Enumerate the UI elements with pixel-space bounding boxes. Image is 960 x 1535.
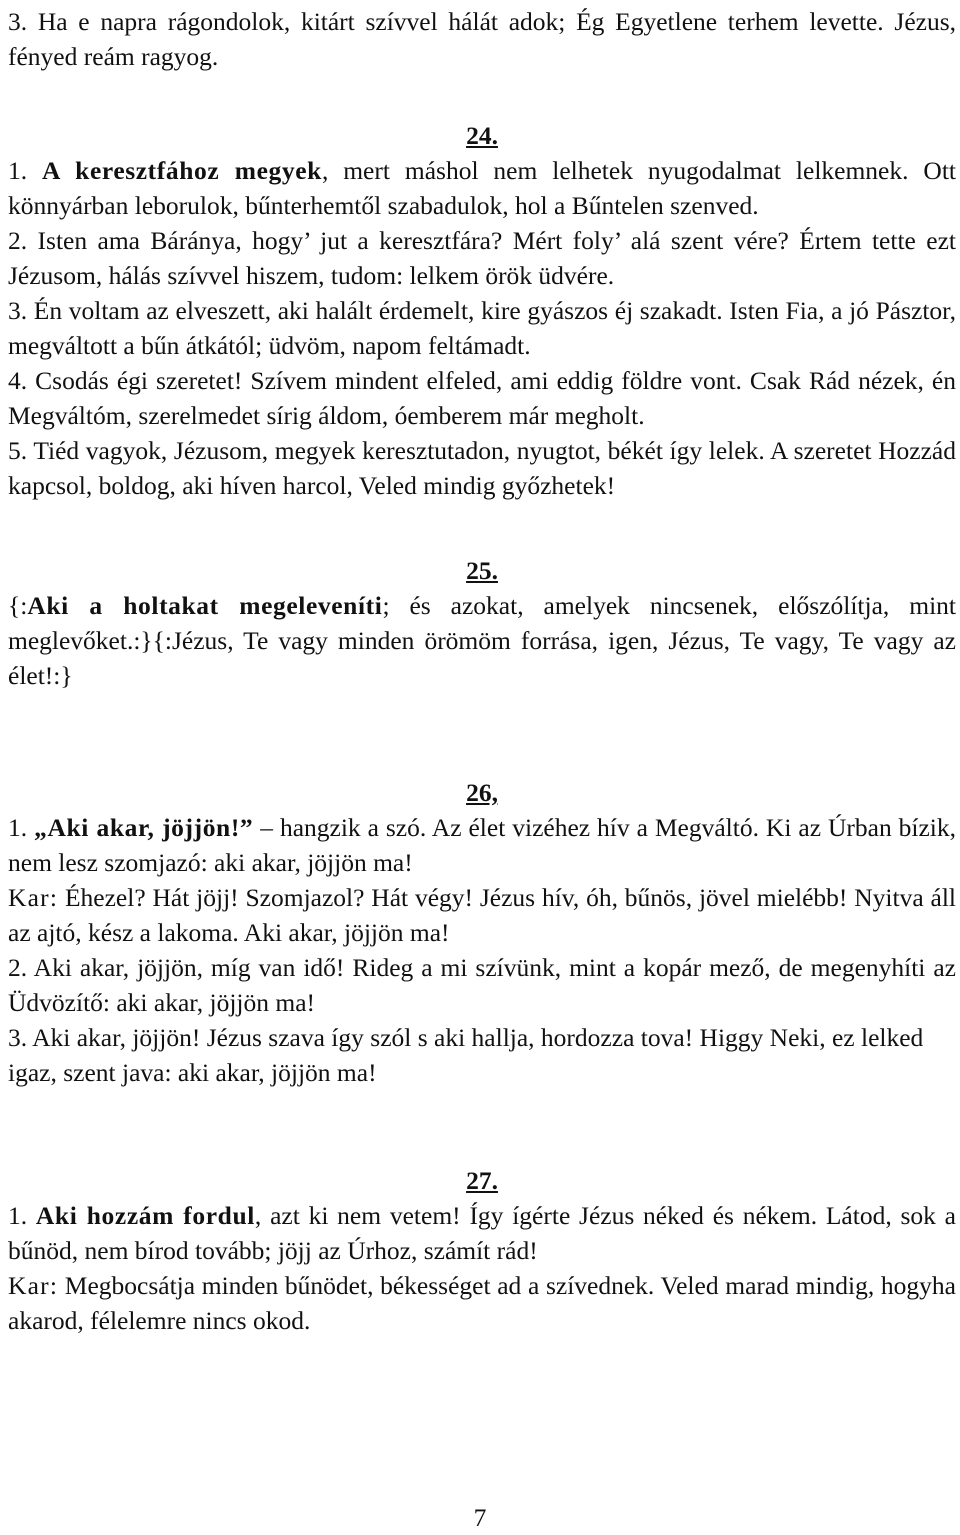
- hymn-24-verse-4: 4. Csodás égi szeretet! Szívem mindent elfeled, ami eddig földre vont. Csak Rád nézek, én Megváltóm, szerelmedet sírig áldom, óemberem már megholt.: [8, 366, 956, 430]
- hymn-number-24: 24.: [466, 121, 498, 150]
- hymn-27-title: Aki hozzám fordul: [35, 1201, 255, 1230]
- hymn-number-27: 27.: [466, 1166, 498, 1195]
- page-content: [8, 4, 956, 1338]
- hymn-24-verse-1: [8, 153, 956, 223]
- verse-intro: 3. Ha e napra rágondolok, kitárt szívvel hálát adok; Ég Egyetlene terhem levette. Jézus, fényed reám ragyog.: [8, 7, 956, 71]
- hymn-24-verse-3: 3. Én voltam az elveszett, aki halált érdemelt, kire gyászos éj szakadt. Isten Fia, a jó Pásztor, megváltott a bűn átkától; üdvöm, napom feltámadt.: [8, 296, 956, 360]
- chorus-label: Kar:: [8, 1271, 59, 1300]
- hymn-26-verse-3: 3. Aki akar, jöjjön! Jézus szava így szól s aki hallja, hordozza tova! Higgy Neki, ez lelked igaz, szent java: aki akar, jöjjön ma!: [8, 1023, 924, 1087]
- verse-text: – hangzik a szó. Az élet vizéhez hív a Megváltó. Ki az Úrban bízik, nem lesz szomjazó: aki akar, jöjjön ma!: [8, 813, 957, 877]
- verse-text: ; és azokat, amelyek nincsenek, előszólítja, mint meglevőket.:}{:Jézus, Te vagy minden örömöm forrása, igen, Jézus, Te vagy, Te vagy az élet!:}: [8, 591, 956, 690]
- verse-text: , mert máshol nem lelhetek nyugodalmat lelkemnek. Ott könnyárban leborulok, bűnterhemtől szabadulok, hol a Bűntelen szenved.: [8, 156, 956, 220]
- hymn-27-verse-1: [8, 1198, 956, 1268]
- hymn-26-chorus: [8, 880, 956, 950]
- hymn-26-title: „Aki akar, jöjjön!”: [34, 813, 254, 842]
- page-number: 7: [473, 1503, 487, 1532]
- verse-number: 1.: [8, 1201, 36, 1230]
- chorus-text: Megbocsátja minden bűnödet, békességet ad a szívednek. Veled marad mindig, hogyha akarod, félelemre nincs okod.: [8, 1271, 956, 1335]
- hymn-27-chorus: [8, 1268, 956, 1338]
- hymn-26-verse-2: 2. Aki akar, jöjjön, míg van idő! Rideg a mi szívünk, mint a kopár mező, de megenyhíti az Üdvözítő: aki akar, jöjjön ma!: [8, 953, 956, 1017]
- chorus-text: Éhezel? Hát jöjj! Szomjazol? Hát végy! Jézus hív, óh, bűnös, jövel mielébb! Nyitva áll az ajtó, kész a lakoma. Aki akar, jöjjön ma!: [8, 883, 956, 947]
- hymn-number-26: 26,: [466, 778, 498, 807]
- chorus-label: Kar:: [8, 883, 59, 912]
- verse-number: 1.: [8, 813, 35, 842]
- verse-text: , azt ki nem vetem! Így ígérte Jézus néked és nékem. Látod, sok a bűnöd, nem bírod tovább; jöjj az Úrhoz, számít rád!: [8, 1201, 957, 1265]
- hymn-25-title: Aki a holtakat megeleveníti: [27, 591, 383, 620]
- hymn-25-text: [8, 588, 956, 693]
- hymn-24-verse-5: 5. Tiéd vagyok, Jézusom, megyek keresztutadon, nyugtot, békét így lelek. A szeretet Hozzád kapcsol, boldog, aki híven harcol, Veled mindig győzhetek!: [8, 436, 956, 500]
- hymn-26-verse-1: [8, 810, 956, 880]
- hymn-24-verse-2: 2. Isten ama Báránya, hogy’ jut a keresztfára? Mért foly’ alá szent vére? Értem tette ezt Jézusom, hálás szívvel hiszem, tudom: lelkem örök üdvére.: [8, 226, 956, 290]
- verse-number: 1.: [8, 156, 43, 185]
- hymn-24-title: A keresztfához megyek: [42, 156, 322, 185]
- repeat-open: {:: [8, 591, 28, 620]
- hymn-number-25: 25.: [466, 556, 498, 585]
